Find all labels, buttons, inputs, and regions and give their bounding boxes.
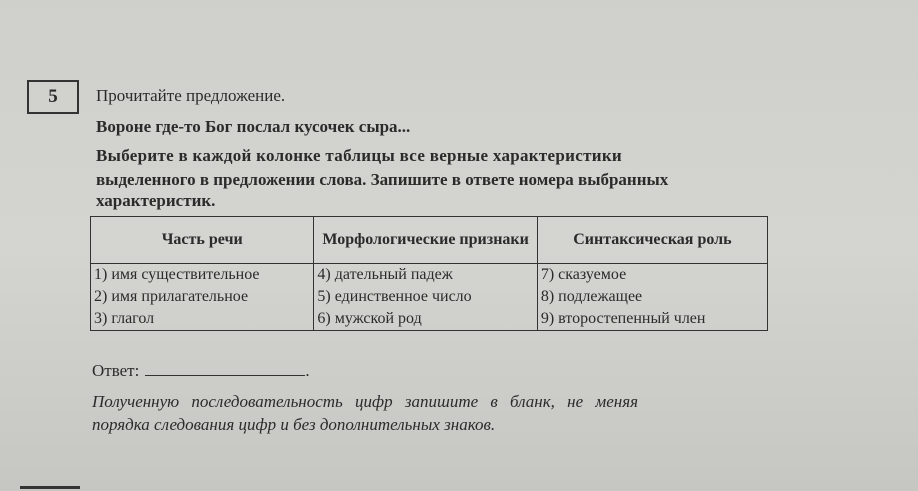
table-cell: 6) мужской род [314,308,537,331]
table-cell: 3) глагол [91,308,314,331]
footer-instruction-line-2: порядка следования цифр и без дополнительных знаков. [92,415,496,434]
prompt-line-2: выделенного в предложении слова. Запишите в ответе номера выбранных [96,170,669,189]
task-sentence: Вороне где-то Бог послал кусочек сыра... [96,117,411,136]
header-syntax-role: Синтаксическая роль [537,217,767,264]
page-edge-mark [20,486,80,489]
table-cell: 1) имя существительное [91,264,314,287]
task-number-box: 5 [27,80,79,114]
table-header-row [91,217,768,264]
answer-row [92,361,310,381]
characteristics-table [90,216,768,331]
answer-end: . [305,361,310,380]
table-row [91,286,768,308]
table-cell: 4) дательный падеж [314,264,537,287]
table-row [91,264,768,287]
header-part-of-speech: Часть речи [91,217,314,264]
prompt-line-3: характеристик. [96,191,216,210]
answer-label: Ответ: [92,361,140,380]
table-row [91,308,768,331]
table-cell: 2) имя прилагательное [91,286,314,308]
table-cell: 5) единственное число [314,286,537,308]
answer-blank[interactable] [145,361,305,376]
table-cell: 7) сказуемое [537,264,767,287]
header-morphology: Морфологические признаки [314,217,537,264]
table-cell: 8) подлежащее [537,286,767,308]
task-instruction: Прочитайте предложение. [96,86,286,105]
prompt-line-1: Выберите в каждой колонке таблицы все верные характеристики [96,146,623,165]
footer-instruction-line-1: Полученную последовательность цифр запишите в бланк, не меняя [92,392,639,411]
table-cell: 9) второстепенный член [537,308,767,331]
